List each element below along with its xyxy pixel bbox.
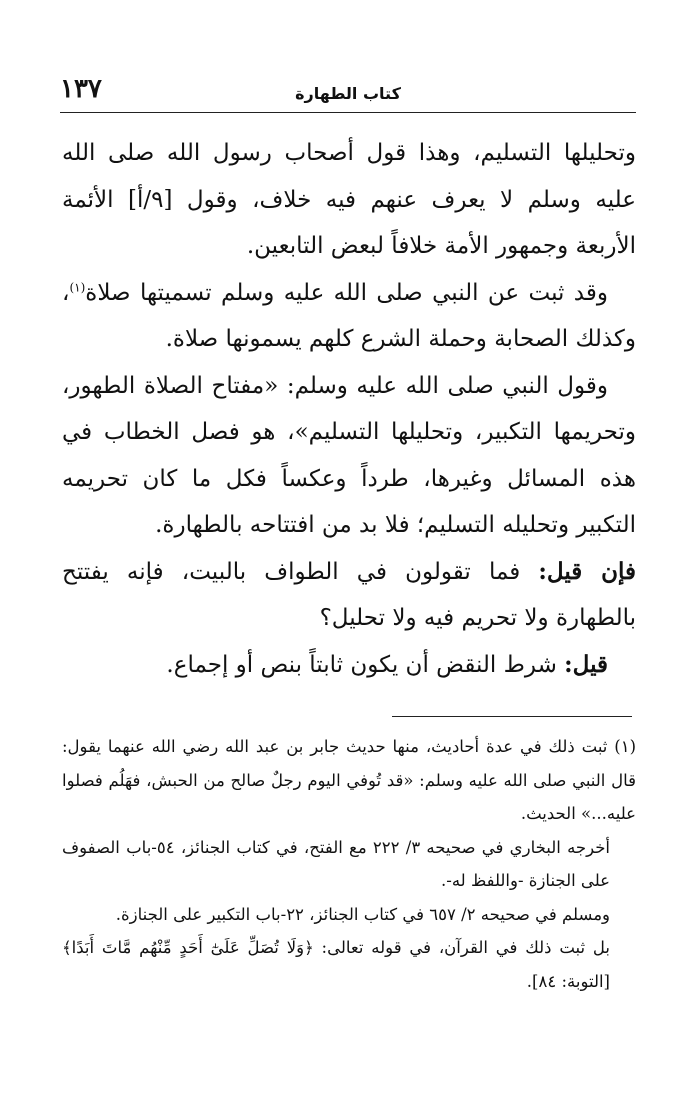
- main-text: [62, 130, 636, 688]
- paragraph-4: [62, 549, 636, 642]
- footnote-1: [62, 730, 636, 831]
- paragraph-5-text: شرط النقض أن يكون ثابتاً بنص أو إجماع.: [166, 651, 565, 678]
- footnote-1-text: ثبت ذلك في عدة أحاديث، منها حديث جابر بن عبد الله رضي الله عنهما يقول: قال النبي صلى الله عليه وسلم: «قد تُوفي اليوم رجلٌ صالح من الحبش، فهَلُم فصلوا عليه...» الحديث.: [62, 737, 636, 823]
- footnote-1-source-muslim: ومسلم في صحيحه ٢/ ٦٥٧ في كتاب الجنائز، ٢٢-باب التكبير على الجنازة.: [115, 904, 610, 924]
- paragraph-4-lead: فإن قيل:: [538, 557, 636, 585]
- paragraph-5-lead: قيل:: [564, 650, 608, 678]
- paragraph-1: وتحليلها التسليم، وهذا قول أصحاب رسول الله صلى الله عليه وسلم لا يعرف عنهم فيه خلاف، وقول [٩/أ] الأئمة الأربعة وجمهور الأمة خلافاً لبعض التابعين.: [62, 140, 636, 259]
- header-rule: [60, 112, 636, 113]
- paragraph-3: وقول النبي صلى الله عليه وسلم: «مفتاح الصلاة الطهور، وتحريمها التكبير، وتحليلها التسليم»، هو فصل الخطاب في هذه المسائل وغيرها، طرداً وعكساً فكل ما كان تحريمه التكبير وتحليله التسليم؛ فلا بد من افتتاحه بالطهارة.: [62, 372, 636, 538]
- footnote-separator: [392, 716, 632, 717]
- footnote-1-quran-reference: بل ثبت ذلك في القرآن، في قوله تعالى: ﴿وَلَا تُصَلِّ عَلَىٰٓ أَحَدٍ مِّنْهُم مَّاتَ أَبَدًا﴾ [التوبة: ٨٤].: [62, 938, 610, 991]
- paragraph-5: [62, 642, 636, 689]
- paragraph-2: [62, 270, 636, 363]
- paragraph-2-text-a: وقد ثبت عن النبي صلى الله عليه وسلم تسميتها صلاة: [85, 279, 608, 306]
- footnote-1-number: (١): [614, 737, 636, 756]
- footnotes: [62, 730, 636, 998]
- footnote-1-source-bukhari: أخرجه البخاري في صحيحه ٣/ ٢٢٢ مع الفتح، في كتاب الجنائز، ٥٤-باب الصفوف على الجنازة -واللفظ له-.: [62, 837, 611, 890]
- running-title: كتاب الطهارة: [295, 84, 401, 103]
- footnote-marker: (١): [69, 279, 86, 294]
- paragraph-4-text: فما تقولون في الطواف بالبيت، فإنه يفتتح بالطهارة ولا تحريم فيه ولا تحليل؟: [62, 558, 636, 631]
- page-header: [60, 66, 636, 118]
- paragraph-2-text-b: ، وكذلك الصحابة وحملة الشرع كلهم يسمونها صلاة.: [62, 279, 636, 352]
- page-number: ١٣٧: [60, 74, 102, 104]
